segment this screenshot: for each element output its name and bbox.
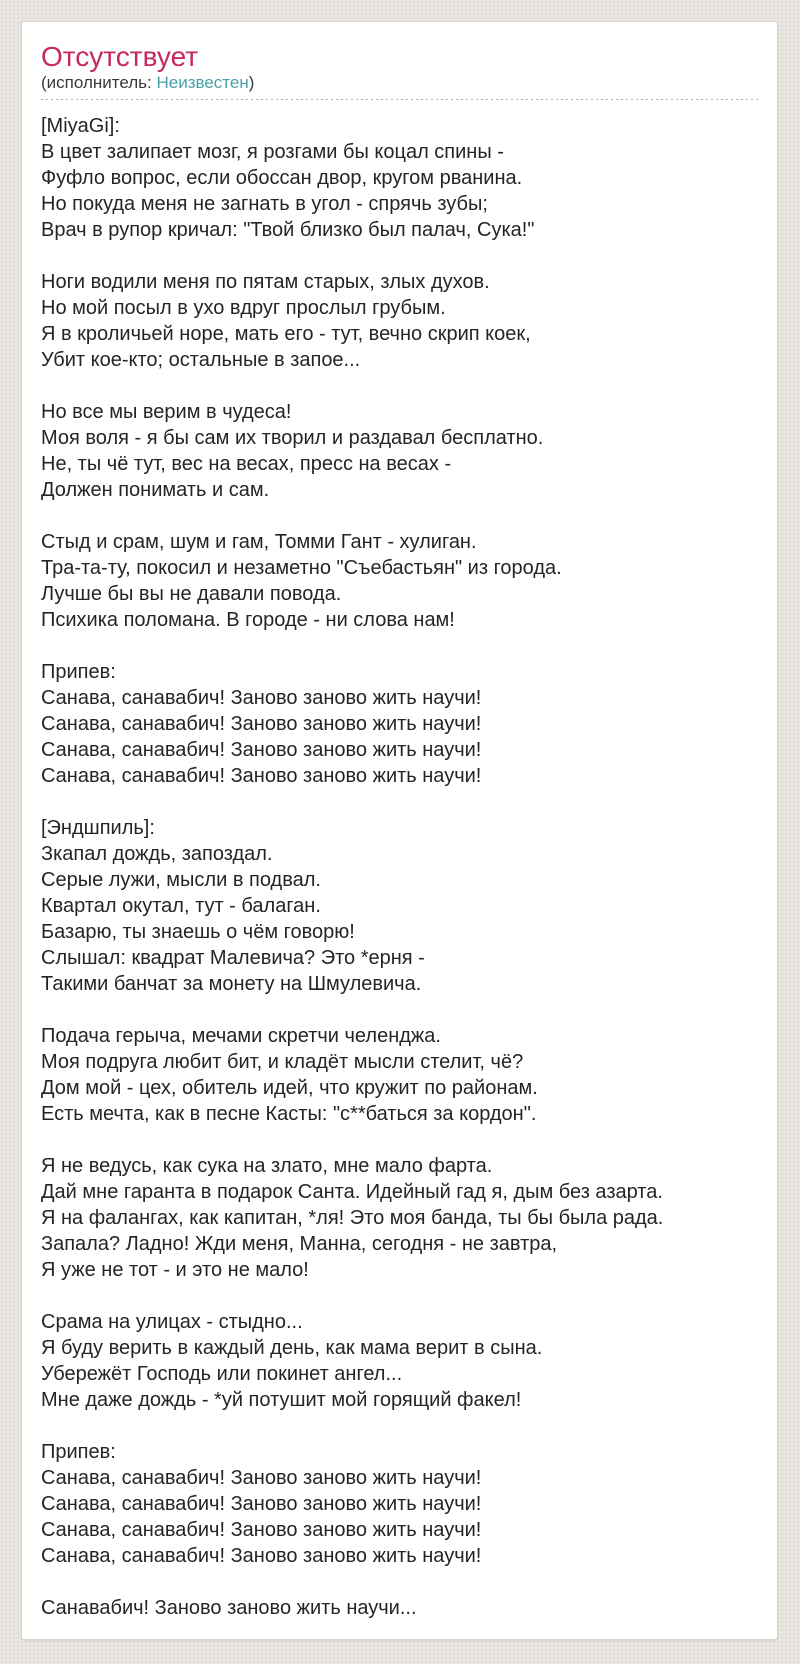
lyric-line: Припев: (41, 661, 116, 683)
lyrics-card (21, 21, 778, 1640)
lyric-line: Стыд и срам, шум и гам, Томми Гант - хулиган. (41, 531, 477, 553)
stanza (41, 1595, 758, 1621)
lyric-line: Санава, санавабич! Заново заново жить научи! (41, 713, 482, 735)
lyric-line: Не, ты чё тут, вес на весах, пресс на весах - (41, 453, 452, 475)
stanza (41, 113, 758, 243)
lyric-line: Я на фалангах, как капитан, *ля! Это моя банда, ты бы была рада. (41, 1207, 664, 1229)
stanza (41, 815, 758, 997)
stanza (41, 269, 758, 373)
artist-label: (исполнитель: (41, 73, 157, 92)
lyric-line: В цвет залипает мозг, я розгами бы коцал спины - (41, 141, 504, 163)
lyric-line: Фуфло вопрос, если обоссан двор, кругом рванина. (41, 167, 523, 189)
stanza (41, 1309, 758, 1413)
lyric-line: Но мой посыл в ухо вдруг прослыл грубым. (41, 297, 446, 319)
lyric-line: Санава, санавабич! Заново заново жить научи! (41, 1493, 482, 1515)
lyric-line: Санава, санавабич! Заново заново жить научи! (41, 1545, 482, 1567)
lyric-line: Санава, санавабич! Заново заново жить научи! (41, 765, 482, 787)
stanza (41, 1439, 758, 1569)
stanza (41, 399, 758, 503)
lyric-line: Санава, санавабич! Заново заново жить научи! (41, 1519, 482, 1541)
lyric-line: [Эндшпиль]: (41, 817, 155, 839)
lyric-line: Врач в рупор кричал: "Твой близко был палач, Сука!" (41, 219, 535, 241)
dotted-divider (41, 99, 758, 101)
stanza (41, 1153, 758, 1283)
lyric-line: Серые лужи, мысли в подвал. (41, 869, 321, 891)
lyric-line: Зкапал дождь, запоздал. (41, 843, 273, 865)
lyric-line: Квартал окутал, тут - балаган. (41, 895, 321, 917)
lyric-line: Психика поломана. В городе - ни слова нам! (41, 609, 455, 631)
lyric-line: Ноги водили меня по пятам старых, злых духов. (41, 271, 490, 293)
lyric-line: Слышал: квадрат Малевича? Это *ерня - (41, 947, 425, 969)
lyric-line: Но все мы верим в чудеса! (41, 401, 292, 423)
lyric-line: Я уже не тот - и это не мало! (41, 1259, 309, 1281)
lyric-line: Санава, санавабич! Заново заново жить научи! (41, 687, 482, 709)
lyric-line: Подача герыча, мечами скретчи челенджа. (41, 1025, 441, 1047)
lyric-line: Я не ведусь, как сука на злато, мне мало фарта. (41, 1155, 493, 1177)
lyric-line: Срама на улицах - стыдно... (41, 1311, 303, 1333)
lyric-line: Убережёт Господь или покинет ангел... (41, 1363, 403, 1385)
lyric-line: Лучше бы вы не давали повода. (41, 583, 342, 605)
stanza (41, 1023, 758, 1127)
artist-line-suffix: ) (248, 73, 255, 92)
lyric-line: Санава, санавабич! Заново заново жить научи! (41, 1467, 482, 1489)
lyric-line: Мне даже дождь - *уй потушит мой горящий факел! (41, 1389, 522, 1411)
lyric-line: Но покуда меня не загнать в угол - спрячь зубы; (41, 193, 488, 215)
lyric-line: Такими банчат за монету на Шмулевича. (41, 973, 422, 995)
lyric-line: Моя воля - я бы сам их творил и раздавал бесплатно. (41, 427, 544, 449)
lyric-line: Припев: (41, 1441, 116, 1463)
lyric-line: Убит кое-кто; остальные в запое... (41, 349, 361, 371)
stanza (41, 659, 758, 789)
lyric-line: Моя подруга любит бит, и кладёт мысли стелит, чё? (41, 1051, 524, 1073)
lyrics-text (41, 113, 758, 1621)
artist-line (41, 72, 758, 94)
stanza (41, 529, 758, 633)
artist-link[interactable]: Неизвестен (156, 73, 249, 92)
lyric-line: Запала? Ладно! Жди меня, Манна, сегодня - не завтра, (41, 1233, 558, 1255)
song-title: Отсутствует (41, 41, 199, 72)
lyric-line: Дом мой - цех, обитель идей, что кружит по районам. (41, 1077, 538, 1099)
lyric-line: Тра-та-ту, покосил и незаметно "Съебастьян" из города. (41, 557, 562, 579)
lyric-line: Я в кроличьей норе, мать его - тут, вечно скрип коек, (41, 323, 531, 345)
lyric-line: Я буду верить в каждый день, как мама верит в сына. (41, 1337, 543, 1359)
lyric-line: Есть мечта, как в песне Касты: "с**баться за кордон". (41, 1103, 537, 1125)
lyric-line: Должен понимать и сам. (41, 479, 270, 501)
lyric-line: Дай мне гаранта в подарок Санта. Идейный гад я, дым без азарта. (41, 1181, 663, 1203)
lyric-line: Санавабич! Заново заново жить научи... (41, 1597, 417, 1619)
lyric-line: Базарю, ты знаешь о чём говорю! (41, 921, 355, 943)
lyric-line: Санава, санавабич! Заново заново жить научи! (41, 739, 482, 761)
lyric-line: [MiyaGi]: (41, 115, 120, 137)
